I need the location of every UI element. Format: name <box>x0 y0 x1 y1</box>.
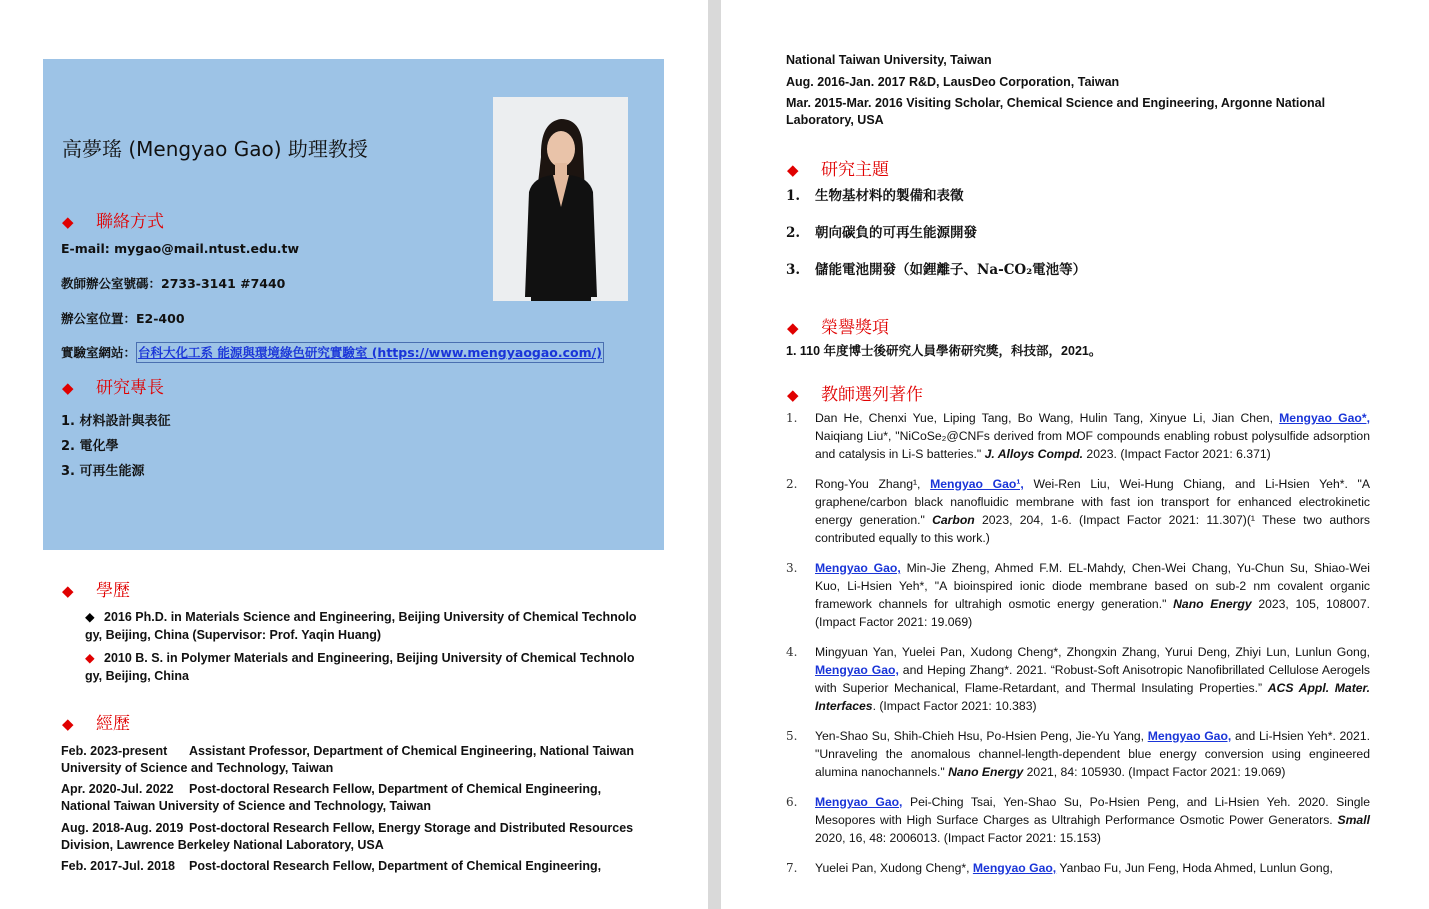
diamond-bullet-icon: ◆ <box>787 162 799 179</box>
author-highlight: Mengyao Gao, <box>815 795 903 809</box>
author-highlight: Mengyao Gao, <box>815 561 901 575</box>
experience-item: Feb. 2017-Jul. 2018 Post-doctoral Research Fellow, Department of Chemical Engineering, <box>61 859 602 873</box>
education-item: ◆ 2010 B. S. in Polymer Materials and Engineering, Beijing University of Chemical Technolo gy, Beijing, China <box>85 651 635 683</box>
publication-item: 1. Dan He, Chenxi Yue, Liping Tang, Bo Wang, Hulin Tang, Xinyue Li, Jian Chen, Mengyao Gao*, Naiqiang Liu*, "NiCoSe₂@CNFs derived from MOF compounds enabling robust polysulfide adsorption and catalysis in Li-S batteries." J. Alloys Compd. 2023. (Impact Factor 2021: 6.371) <box>786 411 1370 461</box>
experience-heading: ◆ 經歷 <box>62 714 130 734</box>
diamond-bullet-icon: ◆ <box>85 610 95 624</box>
email-text: E-mail: mygao@mail.ntust.edu.tw <box>61 241 300 256</box>
diamond-bullet-icon: ◆ <box>62 716 74 733</box>
education-item: ◆ 2016 Ph.D. in Materials Science and Engineering, Beijing University of Chemical Technolo gy, Beijing, China (Supervisor: Prof. Yaqin Huang) <box>85 610 637 642</box>
lab-website-link[interactable]: 台科大化工系 能源與環境綠色研究實驗室 (https://www.mengyaogao.com/) <box>136 342 604 363</box>
journal-name: J. Alloys Compd. <box>984 447 1084 461</box>
topic-item: 2. 朝向碳負的可再生能源開發 <box>786 225 977 241</box>
experience-item: Aug. 2018-Aug. 2019 Post-doctoral Research Fellow, Energy Storage and Distributed Resources Division, Lawrence Berkeley National Laboratory, USA <box>61 821 634 852</box>
diamond-bullet-icon: ◆ <box>62 214 74 231</box>
expertise-item: 1. 材料設計與表征 <box>61 414 171 429</box>
journal-name: Nano Energy <box>948 765 1024 779</box>
diamond-bullet-icon: ◆ <box>62 380 74 397</box>
topic-item: 1. 生物基材料的製備和表徵 <box>786 188 964 204</box>
diamond-bullet-icon: ◆ <box>62 583 74 600</box>
education-heading: ◆ 學歷 <box>62 581 130 601</box>
lab-website-label: 實驗室網站： <box>61 345 137 360</box>
expertise-heading: ◆ 研究專長 <box>62 378 164 398</box>
journal-name: Nano Energy <box>1173 597 1252 611</box>
author-highlight: Mengyao Gao*, <box>1279 411 1370 425</box>
journal-name: ACS Appl. Mater. Interfaces <box>815 681 1370 713</box>
topic-item: 3. 儲能電池開發（如鋰離子、Na-CO₂電池等） <box>786 262 1087 278</box>
experience-item: Feb. 2023-present Assistant Professor, Department of Chemical Engineering, National Taiwan University of Science and Technology, Taiwan <box>61 744 635 775</box>
diamond-bullet-icon: ◆ <box>85 651 95 665</box>
expertise-item: 2. 電化學 <box>61 439 119 454</box>
publication-item: 3. Mengyao Gao, Min-Jie Zheng, Ahmed F.M. EL-Mahdy, Chen-Wei Chang, Yu-Chun Su, Shiao-Wei Kuo, Li-Hsien Yeh*, "A bioinspired ionic diode membrane based on sub-2 nm covalent organic framework channels for ultrahigh osmotic energy generation." Nano Energy 2023, 105, 108007. (Impact Factor 2021: 19.069) <box>786 561 1371 629</box>
experience-continued: Aug. 2016-Jan. 2017 R&D, LausDeo Corporation, Taiwan <box>786 75 1120 89</box>
experience-continued: Mar. 2015-Mar. 2016 Visiting Scholar, Chemical Science and Engineering, Argonne National Laboratory, USA <box>786 96 1326 127</box>
publication-item: 6. Mengyao Gao, Pei-Ching Tsai, Yen-Shao Su, Po-Hsien Peng, and Li-Hsien Yeh. 2020. Single Mesopores with High Surface Charges as Ultrahigh Performance Osmotic Power Generators. Small 2020, 16, 48: 2006013. (Impact Factor 2021: 15.153) <box>786 795 1370 845</box>
publication-item: 7. Yuelei Pan, Xudong Cheng*, Mengyao Gao, Yanbao Fu, Jun Feng, Hoda Ahmed, Lunlun Gong, <box>786 861 1333 875</box>
publication-item: 5. Yen-Shao Su, Shih-Chieh Hsu, Po-Hsien Peng, Jie-Yu Yang, Mengyao Gao, and Li-Hsien Yeh*. 2021. "Unraveling the anomalous channel-length-dependent blue energy conversion using engineered alumina nanochannels." Nano Energy 2021, 84: 105930. (Impact Factor 2021: 19.069) <box>786 729 1371 779</box>
diamond-bullet-icon: ◆ <box>787 387 799 404</box>
experience-continued: National Taiwan University, Taiwan <box>786 53 992 67</box>
page-left <box>0 0 708 909</box>
author-highlight: Mengyao Gao, <box>1147 729 1232 743</box>
profile-photo <box>493 97 628 301</box>
professor-name: 高夢瑤 (Mengyao Gao) 助理教授 <box>62 137 368 161</box>
honor-item: 1. 110 年度博士後研究人員學術研究獎，科技部，2021。 <box>786 344 1102 358</box>
author-highlight: Mengyao Gao, <box>815 663 899 677</box>
author-highlight: Mengyao Gao, <box>972 861 1057 875</box>
publication-item: 4. Mingyuan Yan, Yuelei Pan, Xudong Cheng*, Zhongxin Zhang, Yurui Deng, Zhiyi Lun, Lunlun Gong, Mengyao Gao, and Heping Zhang*. 2021. “Robust-Soft Anisotropic Nanofibrillated Cellulose Aerogels with Superior Mechanical, Flame-Retardant, and Thermal Insulating Properties.” ACS Appl. Mater. Interfaces. (Impact Factor 2021: 10.383) <box>786 645 1370 713</box>
contact-heading: ◆ 聯絡方式 <box>62 212 164 232</box>
honors-heading: ◆ 榮譽獎項 <box>787 318 889 338</box>
journal-name: Small <box>1337 813 1370 827</box>
expertise-item: 3. 可再生能源 <box>61 464 145 479</box>
journal-name: Carbon <box>932 513 975 527</box>
portrait-image <box>493 97 628 301</box>
experience-item: Apr. 2020-Jul. 2022 Post-doctoral Research Fellow, Department of Chemical Engineering, National Taiwan University of Science and Technology, Taiwan <box>61 782 602 813</box>
author-highlight: Mengyao Gao¹, <box>930 477 1024 491</box>
phone-text: 教師辦公室號碼：2733-3141 #7440 <box>61 276 286 291</box>
topics-heading: ◆ 研究主題 <box>787 160 889 180</box>
office-text: 辦公室位置：E2-400 <box>61 311 185 326</box>
lab-website-row <box>61 343 604 361</box>
publication-item: 2. Rong-You Zhang¹, Mengyao Gao¹, Wei-Ren Liu, Wei-Hung Chiang, and Li-Hsien Yeh*. "A graphene/carbon black nanofluidic membrane with fast ion transport for enhanced electrokinetic energy generation." Carbon 2023, 204, 1-6. (Impact Factor 2021: 11.307)(¹ These two authors contributed equally to this work.) <box>786 477 1370 545</box>
publications-heading: ◆ 教師選列著作 <box>787 385 923 405</box>
diamond-bullet-icon: ◆ <box>787 320 799 337</box>
